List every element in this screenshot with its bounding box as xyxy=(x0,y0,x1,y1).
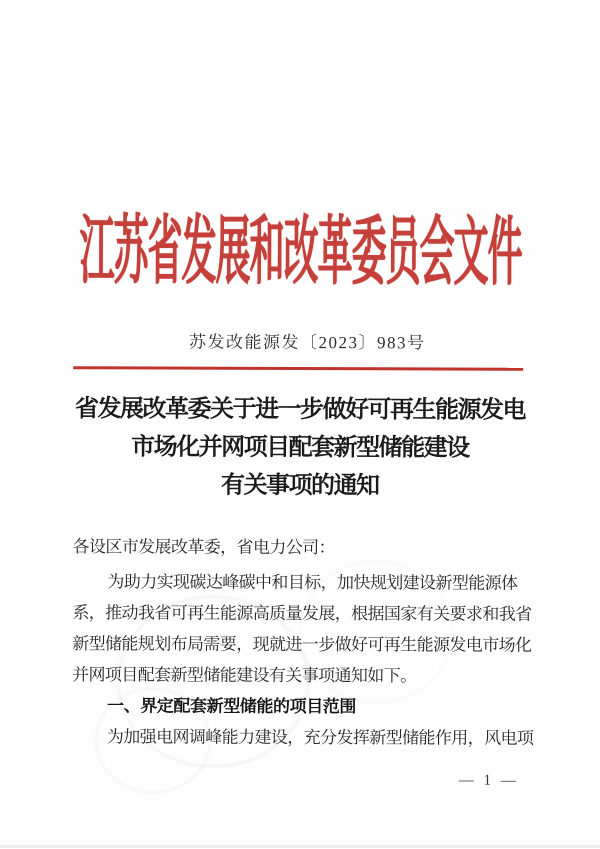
body-line: 为加强电网调峰能力建设，充分发挥新型储能作用，风电项 xyxy=(106,727,534,748)
letterhead-divider-rule xyxy=(73,366,523,371)
document-title-line: 有关事项的通知 xyxy=(220,472,379,500)
body-line: 并网项目配套新型储能建设有关事项通知如下。 xyxy=(72,665,417,686)
body-line: 系，推动我省可再生能源高质量发展，根据国家有关要求和我省 xyxy=(72,603,532,624)
document-title xyxy=(0,390,600,506)
document-title-line: 市场化并网项目配套新型储能建设 xyxy=(131,434,469,462)
body-line: 新型储能规划布局需要，现就进一步做好可再生能源发电市场化 xyxy=(72,634,532,655)
page-number: — 1 — xyxy=(458,772,519,789)
document-title-line: 省发展改革委关于进一步做好可再生能源发电 xyxy=(75,396,526,424)
document-number: 苏发改能源发〔2023〕983号 xyxy=(189,332,426,353)
letterhead-org-title: 江苏省发展和改革委员会文件 xyxy=(79,209,522,296)
letterhead xyxy=(0,204,600,296)
section-heading: 一、界定配套新型储能的项目范围 xyxy=(106,696,357,717)
document-body xyxy=(72,531,534,754)
salutation-line: 各设区市发展改革委，省电力公司： xyxy=(72,537,336,558)
body-line: 为助力实现碳达峰碳中和目标，加快规划建设新型能源体 xyxy=(107,572,518,593)
